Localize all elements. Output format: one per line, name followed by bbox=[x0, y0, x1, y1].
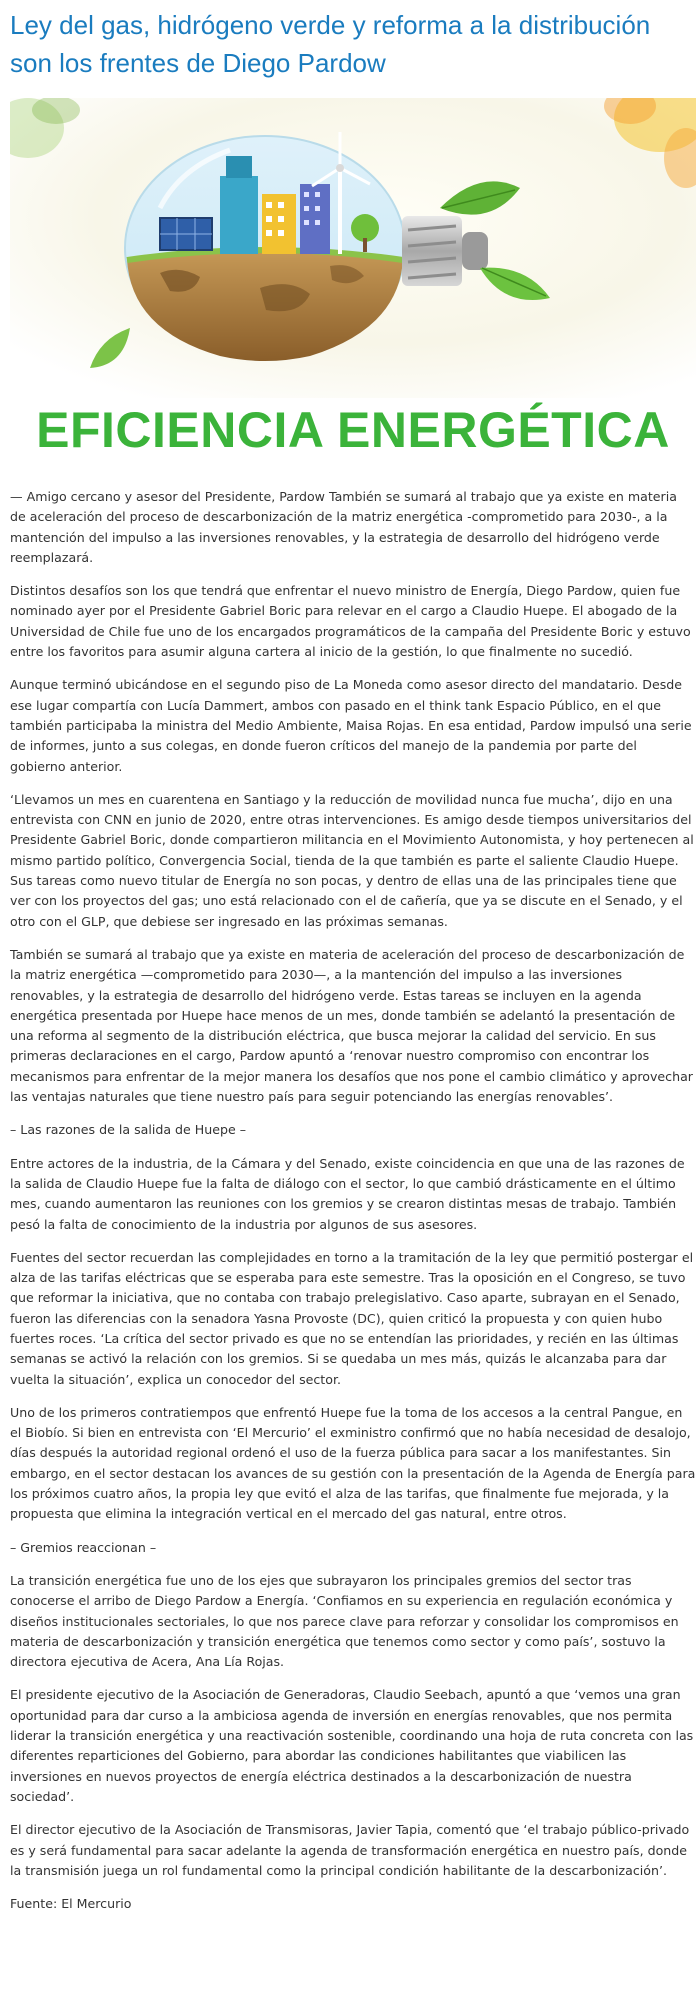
paragraph: El presidente ejecutivo de la Asociación de Generadoras, Claudio Seebach, apuntó a que ‘vemos una gran oportunidad para dar curso a la ambiciosa agenda de inversión en energías renovables, que nos permita liderar la transición energética y una reactivación sostenible, coordinando una hoja de ruta concreta con las diferentes reparticiones del Gobierno, para abordar las condiciones habilitantes que viabilicen las inversiones en nuevos proyectos de energía eléctrica destinados a la descarbonización de nuestra sociedad’. bbox=[10, 1687, 694, 1804]
paragraph: Distintos desafíos son los que tendrá que enfrentar el nuevo ministro de Energía, Diego Pardow, quien fue nominado ayer por el Presidente Gabriel Boric para relevar en el cargo a Claudio Huepe. El abogado de la Universidad de Chile fue uno de los encargados programáticos de la campaña del Presidente Boric y estuvo entre los favoritos para asumir alguna cartera al inicio de la gestión, lo que finalmente no sucedió. bbox=[10, 583, 691, 660]
paragraph: También se sumará al trabajo que ya existe en materia de aceleración del proceso de descarbonización de la matriz energética —comprometido para 2030—, a la mantención del impulso a las inversiones renovables, y la estrategia de desarrollo del hidrógeno verde. Estas tareas se incluyen en la agenda energética presentada por Huepe hace menos de un mes, donde también se adelantó la presentación de una reforma al segmento de la distribución eléctrica, que busca mejorar la calidad del servicio. En sus primeras declaraciones en el cargo, Pardow apuntó a ‘renovar nuestro compromiso con encontrar los mecanismos para enfrentar de la mejor manera los desafíos que nos pone el cambio climático y aprovechar las ventajas naturales que tiene nuestro país para seguir potenciando las energías renovables’. bbox=[10, 946, 693, 1105]
paragraph: Fuentes del sector recuerdan las complejidades en torno a la tramitación de la ley que permitió postergar el alza de las tarifas eléctricas que se esperaba para este semestre. Tras la oposición en el Congreso, se tuvo que reformar la iniciativa, que no contaba con trabajo prelegislativo. Caso aparte, subrayan en el Senado, fueron las diferencias con la senadora Yasna Provoste (DC), quien criticó la propuesta y con quien hubo fuertes roces. ‘La crítica del sector privado es que no se entendían las prioridades, y recién en las últimas semanas se activó la relación con los gremios. Si se quedaba un mes más, quizás le alcanzaba para dar vuelta la situación’, explica un conocedor del sector. bbox=[10, 1249, 694, 1387]
paragraph: — Amigo cercano y asesor del Presidente, Pardow También se sumará al trabajo que ya existe en materia de aceleración del proceso de descarbonización de la matriz energética -comprometido para 2030-, a la mantención del impulso a las inversiones renovables, y la estrategia de desarrollo del hidrógeno verde reemplazará. bbox=[10, 489, 677, 565]
article-title: Ley del gas, hidrógeno verde y reforma a la distribución son los frentes de Diego Pardow bbox=[10, 10, 651, 78]
paragraph: ‘Llevamos un mes en cuarentena en Santiago y la reducción de movilidad nunca fue mucha’, dijo en una entrevista con CNN en junio de 2020, entre otras intervenciones. Es amigo desde tiempos universitarios del Presidente Gabriel Boric, donde compartieron militancia en el Movimiento Autonomista, y hoy pertenecen al mismo partido político, Convergencia Social, tienda de la que también es parte el saliente Claudio Huepe. Sus tareas como nuevo titular de Energía no son pocas, y dentro de ellas una de las principales tiene que ver con los proyectos del gas; uno está relacionado con el de cañería, que ya se discute en el Senado, y el otro con el GLP, que debiese ser ingresado en las próximas semanas. bbox=[10, 791, 694, 929]
section-heading: – Gremios reaccionan – bbox=[10, 1539, 157, 1555]
paragraph: Aunque terminó ubicándose en el segundo piso de La Moneda como asesor directo del mandatario. Desde ese lugar compartía con Lucía Dammert, ambos con pasado en el think tank Espacio Público, en el que también participaba la ministra del Medio Ambiente, Maisa Rojas. En esa entidad, Pardow impulsó una serie de informes, junto a sus colegas, en donde fueron críticos del manejo de la pandemia por parte del gobierno anterior. bbox=[10, 677, 692, 774]
hero-caption: EFICIENCIA ENERGÉTICA bbox=[36, 402, 670, 458]
hero-image bbox=[10, 98, 696, 470]
paragraph: Entre actores de la industria, de la Cámara y del Senado, existe coincidencia en que una de las razones de la salida de Claudio Huepe fue la falta de diálogo con el sector, lo que cambió drásticamente en el último mes, cuando aumentaron las reuniones con los gremios y se crearon distintas mesas de trabajo. También pesó la falta de conocimiento de la industria por algunos de sus asesores. bbox=[10, 1155, 685, 1232]
paragraph: Uno de los primeros contratiempos que enfrentó Huepe fue la toma de los accesos a la central Pangue, en el Biobío. Si bien en entrevista con ‘El Mercurio’ el exministro confirmó que no había necesidad de desalojo, días después la autoridad regional ordenó el uso de la fuerza pública para sacar a los manifestantes. Sin embargo, en el sector destacan los avances de su gestión con la presentación de la Agenda de Energía para los próximos cuatro años, la propia ley que evitó el alza de las tarifas, que finalmente fue mejorada, y la propuesta que elimina la integración vertical en el mercado del gas natural, entre otros. bbox=[10, 1404, 696, 1522]
source-credit: Fuente: El Mercurio bbox=[10, 1896, 132, 1912]
article-body bbox=[10, 487, 696, 1927]
paragraph: El director ejecutivo de la Asociación de Transmisoras, Javier Tapia, comentó que ‘el trabajo público-privado es y será fundamental para sacar adelante la agenda de transformación energética en nuestro país, donde la transmisión juega un rol fundamental como la principal condición habilitante de la descarbonización’. bbox=[10, 1822, 690, 1878]
section-heading: – Las razones de la salida de Huepe – bbox=[10, 1122, 247, 1138]
paragraph: La transición energética fue uno de los ejes que subrayaron los principales gremios del sector tras conocerse el arribo de Diego Pardow a Energía. ‘Confiamos en su experiencia en regulación económica y diseños institucionales sectoriales, lo que nos parece clave para reforzar y consolidar los compromisos en materia de descarbonización y transición energética que tenemos como sector y como país’, sostuvo la directora ejecutiva de Acera, Ana Lía Rojas. bbox=[10, 1572, 679, 1670]
lightbulb-city-eco-icon bbox=[10, 98, 696, 398]
